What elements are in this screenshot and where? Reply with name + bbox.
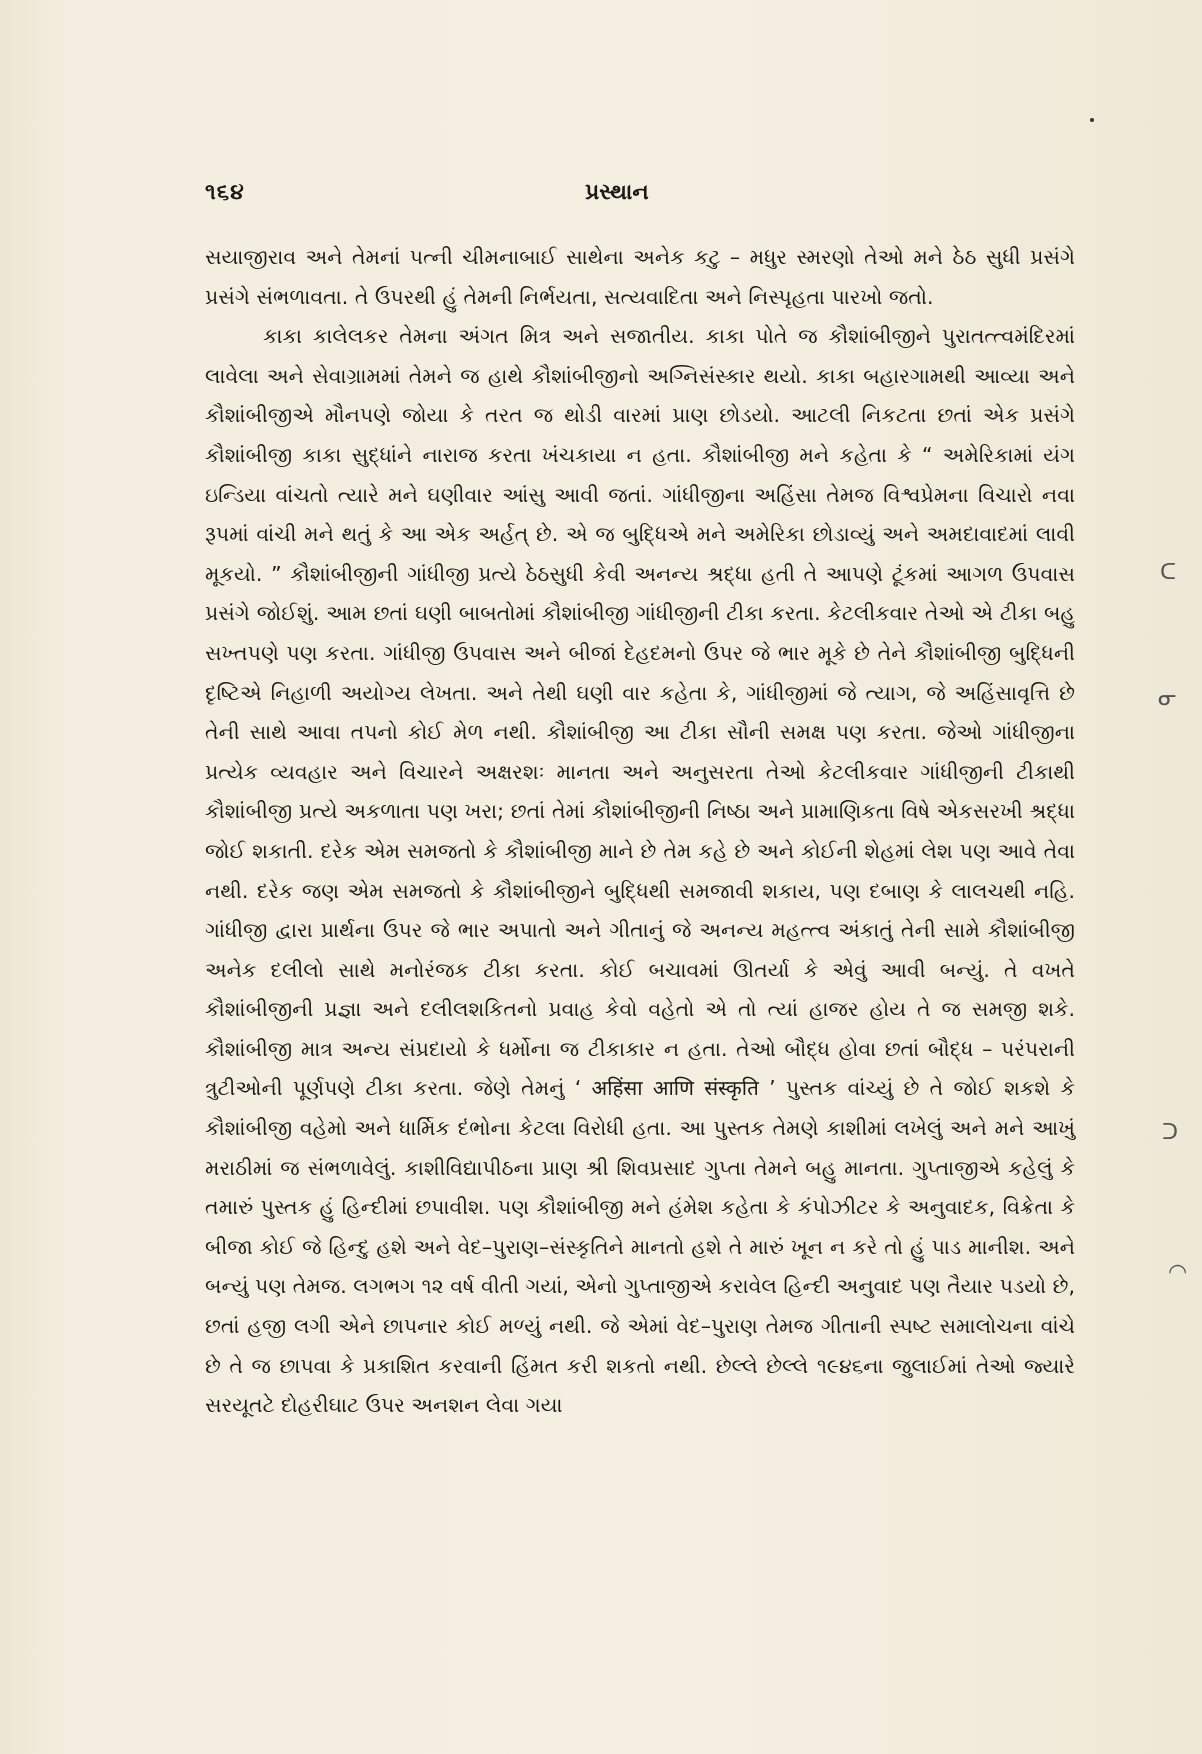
margin-mark: ᑕ	[1160, 560, 1177, 585]
running-title: પ્રસ્થાન	[585, 180, 649, 205]
page-header	[205, 180, 1075, 216]
speck	[1090, 118, 1094, 122]
margin-mark: ◠	[1168, 1260, 1188, 1285]
paragraph: કાકા કાલેલકર તેમના અંગત મિત્ર અને સજાતીય. કાકા પોતે જ કૌશાંબીજીને પુરાતત્ત્વમંદિરમાં લાવેલા અને સેવાગ્રામમાં તેમને જ હાથે કૌશાંબીજીનો અગ્નિસંસ્કાર થયો. કાકા બહારગામથી આવ્યા અને કૌશાંબીજીએ મૌનપણે જોયા કે તરત જ થોડી વારમાં પ્રાણ છોડયો. આટલી નિકટતા છતાં એક પ્રસંગે કૌશાંબીજી કાકા સુદ્ધાંને નારાજ કરતા ખંચકાયા ન હતા. કૌશાંબીજી મને કહેતા કે “ અમેરિકામાં યંગ ઇન્ડિયા વાંચતો ત્યારે મને ઘણીવાર આંસુ આવી જતાં. ગાંધીજીના અહિંસા તેમજ વિશ્વપ્રેમના વિચારો નવા રૂપમાં વાંચી મને થતું કે આ એક અર્હત્ છે. એ જ બુદ્ધિએ મને અમેરિકા છોડાવ્યું અને અમદાવાદમાં લાવી મૂકયો. ” કૌશાંબીજીની ગાંધીજી પ્રત્યે ઠેઠસુધી કેવી અનન્ય શ્રદ્ધા હતી તે આપણે ટૂંકમાં આગળ ઉપવાસ પ્રસંગે જોઈશું. આમ છતાં ઘણી બાબતોમાં કૌશાંબીજી ગાંધીજીની ટીકા કરતા. કેટલીકવાર તેઓ એ ટીકા બહુ સખ્તપણે પણ કરતા. ગાંધીજી ઉપવાસ અને બીજાં દેહદમનો ઉપર જે ભાર મૂકે છે તેને કૌશાંબીજી બુદ્ધિની દૃષ્ટિએ નિહાળી અયોગ્ય લેખતા. અને તેથી ઘણી વાર કહેતા કે, ગાંધીજીમાં જે ત્યાગ, જે અહિંસાવૃત્તિ છે તેની સાથે આવા તપનો કોઈ મેળ નથી. કૌશાંબીજી આ ટીકા સૌની સમક્ષ પણ કરતા. જેઓ ગાંધીજીના પ્રત્યેક વ્યવહાર અને વિચારને અક્ષરશઃ માનતા અને અનુસરતા તેઓ કેટલીકવાર ગાંધીજીની ટીકાથી કૌશાંબીજી પ્રત્યે અકળાતા પણ ખરા; છતાં તેમાં કૌશાંબીજીની નિષ્ઠા અને પ્રામાણિકતા વિષે એકસરખી શ્રદ્ધા જોઈ શકાતી. દરેક એમ સમજતો કે કૌશાંબીજી માને છે તેમ કહે છે અને કોઈની શેહમાં લેશ પણ આવે તેવા નથી. દરેક જણ એમ સમજતો કે કૌશાંબીજીને બુદ્ધિથી સમજાવી શકાય, પણ દબાણ કે લાલચથી નહિ. ગાંધીજી દ્વારા પ્રાર્થના ઉપર જે ભાર અપાતો અને ગીતાનું જે અનન્ય મહત્ત્વ અંકાતું તેની સામે કૌશાંબીજી અનેક દલીલો સાથે મનોરંજક ટીકા કરતા. કોઈ બચાવમાં ઊતર્યા કે એવું આવી બન્યું. તે વખતે કૌશાંબીજીની પ્રજ્ઞા અને દલીલશકિતનો પ્રવાહ કેવો વહેતો એ તો ત્યાં હાજર હોય તે જ સમજી શકે. કૌશાંબીજી માત્ર અન્ય સંપ્રદાયો કે ધર્મોના જ ટીકાકાર ન હતા. તેઓ બૌદ્ધ હોવા છતાં બૌદ્ધ – પરંપરાની ત્રુટીઓની પૂર્ણપણે ટીકા કરતા. જેણે તેમનું ‘ अहिंसा आणि संस्कृति ’ પુસ્તક વાંચ્યું છે તે જોઈ શકશે કે કૌશાંબીજી વહેમો અને ધાર્મિક દંભોના કેટલા વિરોધી હતા. આ પુસ્તક તેમણે કાશીમાં લખેલું અને મને આખું મરાઠીમાં જ સંભળાવેલું. કાશીવિદ્યાપીઠના પ્રાણ શ્રી શિવપ્રસાદ ગુપ્તા તેમને બહુ માનતા. ગુપ્તાજીએ કહેલું કે તમારું પુસ્તક હું હિન્દીમાં છપાવીશ. પણ કૌશાંબીજી મને હંમેશ કહેતા કે કંપોઝીટર કે અનુવાદક, વિક્રેતા કે બીજા કોઈ જે હિન્દુ હશે અને વેદ–પુરાણ–સંસ્કૃતિને માનતો હશે તે મારું ખૂન ન કરે તો હું પાડ માનીશ. અને બન્યું પણ તેમજ. લગભગ ૧૨ વર્ષ વીતી ગયાં, એનો ગુપ્તાજીએ કરાવેલ હિન્દી અનુવાદ પણ તૈયાર પડયો છે, છતાં હજી લગી એને છાપનાર કોઈ મળ્યું નથી. જે એમાં વેદ–પુરાણ તેમજ ગીતાની સ્પષ્ટ સમાલોચના વાંચે છે તે જ છાપવા કે પ્રકાશિત કરવાની હિંમત કરી શકતો નથી. છેલ્લે છેલ્લે ૧૯૪૬ના જુલાઈમાં તેઓ જ્યારે સરયૂતટે દોહરીઘાટ ઉપર અનશન લેવા ગયા	[205, 324, 1075, 1418]
body-text	[205, 238, 1075, 1426]
page-number: ૧૬૪	[205, 180, 245, 205]
paragraph: સયાજીરાવ અને તેમનાં પત્ની ચીમનાબાઈ સાથેના અનેક કટુ – મધુર સ્મરણો તેઓ મને ઠેઠ સુધી પ્રસંગે પ્રસંગે સંભળાવતા. તે ઉપરથી હું તેમની નિર્ભયતા, સત્યવાદિતા અને નિસ્પૃહતા પારખો જતો.	[205, 245, 1075, 309]
margin-mark: ᑐ	[1162, 1120, 1179, 1145]
margin-mark: ᓂ	[1158, 686, 1177, 711]
